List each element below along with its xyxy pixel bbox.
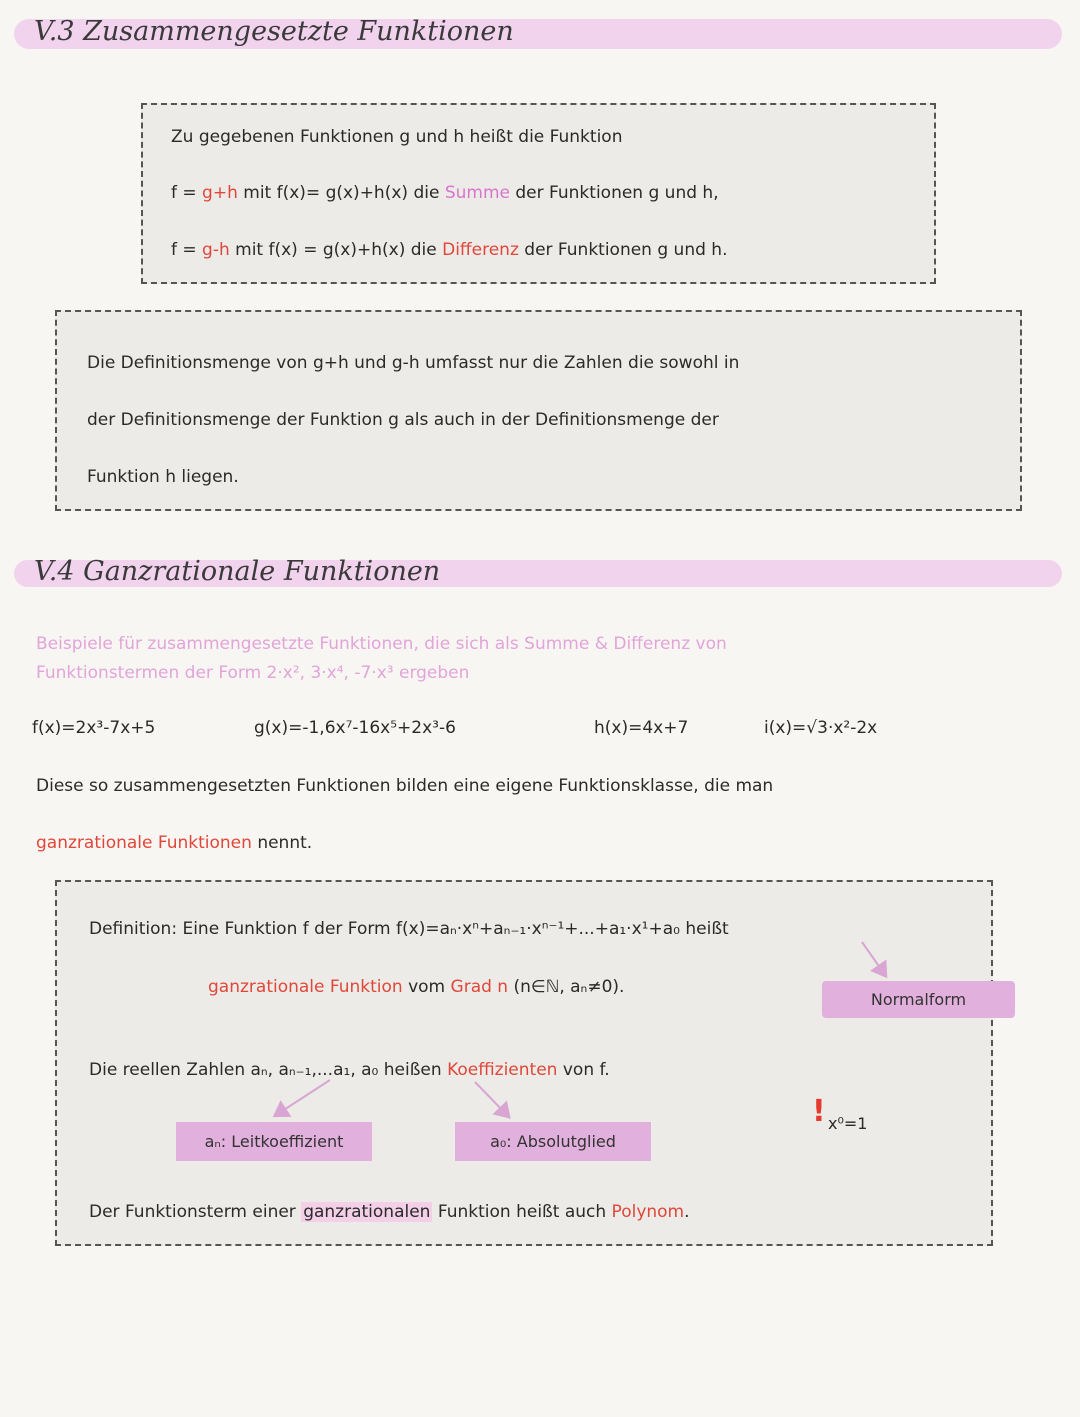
paragraph-line2: ganzrationale Funktionen nennt. bbox=[36, 833, 313, 853]
keyword-grad-n: Grad n bbox=[450, 977, 509, 997]
box1-line2: f = g+h mit f(x)= g(x)+h(x) die Summe der Funktionen g und h, bbox=[171, 183, 719, 203]
box1-line3: f = g-h mit f(x) = g(x)+h(x) die Differenz der Funktionen g und h. bbox=[171, 240, 728, 260]
tag-leitkoeffizient: aₙ: Leitkoeffizient bbox=[176, 1122, 372, 1161]
section-title-v4: V.4 Ganzrationale Funktionen bbox=[34, 556, 441, 587]
keyword-koeffizienten: Koeffizienten bbox=[447, 1060, 558, 1080]
tag-absolutglied: a₀: Absolutglied bbox=[455, 1122, 651, 1161]
def-line1: Definition: Eine Funktion f der Form f(x)=aₙ·xⁿ+aₙ₋₁·xⁿ⁻¹+...+a₁·x¹+a₀ heißt bbox=[89, 919, 729, 939]
term-g-plus-h: g+h bbox=[202, 183, 238, 203]
section-title-v3: V.3 Zusammengesetzte Funktionen bbox=[34, 16, 514, 47]
example-i: i(x)=√3·x²-2x bbox=[764, 718, 878, 738]
keyword-ganzrationale-funktionen: ganzrationale Funktionen bbox=[36, 833, 252, 853]
examples-note-line1: Beispiele für zusammengesetzte Funktionen, die sich als Summe & Differenz von bbox=[36, 634, 727, 654]
term-g-minus-h: g-h bbox=[202, 240, 230, 260]
box2-line1: Die Definitionsmenge von g+h und g-h umfasst nur die Zahlen die sowohl in bbox=[87, 353, 740, 373]
box2-line3: Funktion h liegen. bbox=[87, 467, 239, 487]
arrow-to-normalform bbox=[862, 942, 885, 975]
example-g: g(x)=-1,6x⁷-16x⁵+2x³-6 bbox=[254, 718, 456, 738]
keyword-differenz: Differenz bbox=[442, 240, 519, 260]
tag-normalform: Normalform bbox=[822, 981, 1015, 1018]
keyword-polynom: Polynom bbox=[611, 1202, 685, 1222]
example-h: h(x)=4x+7 bbox=[594, 718, 689, 738]
box2-line2: der Definitionsmenge der Funktion g als auch in der Definitionsmenge der bbox=[87, 410, 719, 430]
warning-icon: ! bbox=[812, 1094, 826, 1129]
def-line2: ganzrationale Funktion vom Grad n (n∈ℕ, aₙ≠0). bbox=[208, 977, 625, 997]
example-f: f(x)=2x³-7x+5 bbox=[32, 718, 156, 738]
keyword-summe: Summe bbox=[444, 183, 510, 203]
def-line4: Der Funktionsterm einer ganzrationalen Funktion heißt auch Polynom. bbox=[89, 1202, 690, 1222]
examples-note-line2: Funktionstermen der Form 2·x², 3·x⁴, -7·x³ ergeben bbox=[36, 663, 470, 683]
arrow-to-absolutglied bbox=[475, 1082, 508, 1116]
box1-line1: Zu gegebenen Funktionen g und h heißt die Funktion bbox=[171, 127, 623, 147]
def-line3: Die reellen Zahlen aₙ, aₙ₋₁,...a₁, a₀ heißen Koeffizienten von f. bbox=[89, 1060, 610, 1080]
keyword-ganzrationale-funktion: ganzrationale Funktion bbox=[208, 977, 403, 997]
warning-text: x⁰=1 bbox=[828, 1114, 868, 1133]
highlight-ganzrationalen: ganzrationalen bbox=[303, 1202, 431, 1222]
arrow-to-leitkoeffizient bbox=[276, 1080, 330, 1115]
paragraph-line1: Diese so zusammengesetzten Funktionen bilden eine eigene Funktionsklasse, die man bbox=[36, 776, 774, 796]
